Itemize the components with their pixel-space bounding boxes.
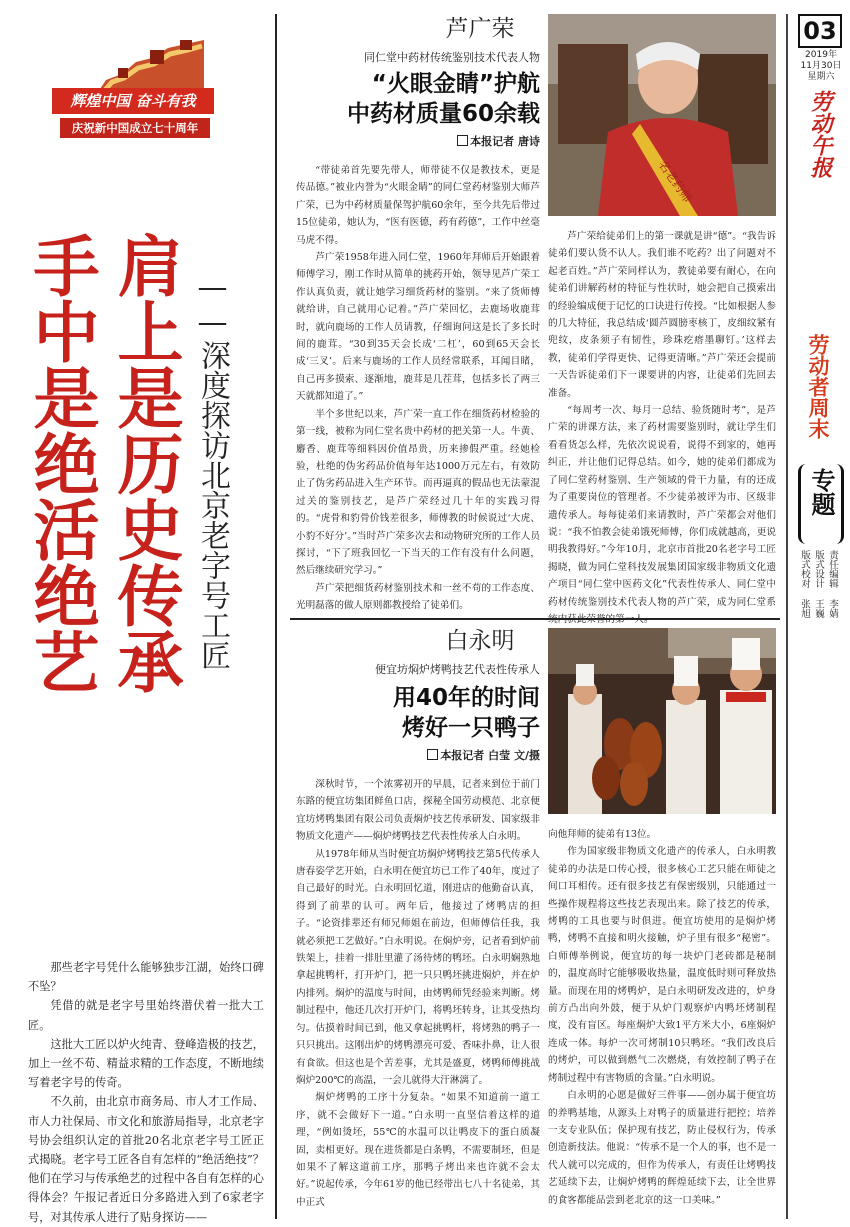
article2-person-name: 白永明 xyxy=(445,628,515,654)
masthead-divider xyxy=(786,14,788,1219)
article-paragraph: 芦广荣1958年进入同仁堂，1960年拜师后开始跟着师傅学习，刚工作时从简单的挑药开始，领导见芦广荣工作认真负责，就让她学习细货药材的鉴别。“来了货师傅就给讲，自己就用心记着。”芦广荣回忆，去鹿场收鹿茸时，就向鹿场的工作人员请教，仔细询问这是长了多长时间的鹿茸。“30到35天会长成‘二杠’，60到65天会长成‘三叉’。后来与鹿场的工作人员经常联系，耳闻目睹，自己再多摸索、逐渐地，鹿茸是几茬茸，包括多长了两三天就都知道了。” xyxy=(296,252,540,403)
article1-headline-line1: “火眼金睛”护航 xyxy=(371,71,540,97)
article-paragraph: 作为国家级非物质文化遗产的传承人，白永明教徒弟的办法是口传心授，很多核心工艺只能在师徒之间口耳相传。还有很多技艺有保密级别，只能通过一些操作规程将这些技艺表现出来。除了技艺的传承，烤鸭的工具也要与时俱进。便宜坊使用的是焖炉烤鸭，烤鸭不直接和明火接触，炉子里有很多“秘密”。白师傅举例说，便宜坊的每一块炉门老砖都是秘制的，温度高时它能够吸收热量，温度低时则可释放热量。而现在用的烤鸭炉，是白永明研发改进的，炉身前方凸出向外鼓，便于从炉门观察炉内鸭坯烤制程度，没有盲区。每座焖炉大致1平方米大小，6座焖炉连成一体。每炉一次可烤制10只鸭坯。“我们改良后的烤炉，可以做到燃气二次燃烧，有效控制了鸭子在烤制过程中有害物质的含量。”白永明说。 xyxy=(548,846,776,1084)
byline-box-icon xyxy=(457,135,468,146)
article1-column2 xyxy=(548,228,776,614)
svg-text:名老药师: 名老药师 xyxy=(655,157,695,206)
article-paragraph: 从1978年师从当时便宜坊焖炉烤鸭技艺第5代传承人唐春姿学艺开始，白永明在便宜坊已工作了40年，度过了自己最好的时光。白永明回忆道，刚进店的他勤奋认真，得到了前辈的认可。两年后，他接过了烤鸭店的担子。“论资排辈还有师兄师姐在前边，但师傅信任我，我就必须把工艺做好。”白永明说。在焖炉旁，记者看到炉前铁架上，挂着一排肚里灌了汤待烤的鸭坯。白永明娴熟地拿起挑鸭杆，打开炉门，把一只只鸭坯挑进焖炉，并在炉内排列。焖炉的温度与时间，由烤鸭师凭经验来判断。烤制过程中，他还几次打开炉门，将鸭坯转身，让其受热均匀。估摸着时间已到，他又拿起挑鸭杆，将烤熟的鸭子一只只挑出。这刚出炉的烤鸭漂亮可爱、香味扑鼻，让人很有食欲。但这也是个苦差事，尤其是盛夏，烤鸭师傅挑战焖炉200℃的高温，一会儿就得大汗淋漓了。 xyxy=(296,848,540,1086)
intro-paragraph: 不久前，由北京市商务局、市人才工作局、市人力社保局、市文化和旅游局指导，北京老字号协会组织认定的首批20名北京老字号工匠正式揭晓。老字号工匠各自有怎样的“绝活绝技”？他们在学习与传承绝艺的过程中各自有怎样的心得体会？午报记者近日分多路进入到了6家老字号，对其传承人进行了贴身探访—— xyxy=(28,1095,264,1224)
issue-weekday: 星期六 xyxy=(807,72,835,82)
article2-headline-line2: 烤好一只鸭子 xyxy=(402,715,540,741)
roast-duck-photo xyxy=(548,628,776,814)
issue-date-day: 11月30日 xyxy=(800,61,842,71)
anniversary-banner xyxy=(44,28,214,146)
article2-byline xyxy=(360,748,540,764)
article2-column1 xyxy=(296,776,540,1220)
feature-subtitle: ——深度探访北京老字号工匠 xyxy=(195,270,230,670)
article1-headline-line2: 中药材质量60余载 xyxy=(346,101,540,127)
article1-role: 同仁堂中药材传统鉴别技术代表人物 xyxy=(364,51,540,64)
banner-subtitle: 庆祝新中国成立七十周年 xyxy=(60,118,210,138)
page-number: 03 xyxy=(798,14,842,48)
article2-headline-line1: 用40年的时间 xyxy=(392,685,540,711)
column-divider xyxy=(275,14,277,1219)
article-paragraph: 深秋时节，一个浓雾初开的早晨，记者来到位于前门东路的便宜坊集团鲜鱼口店，探秘全国劳动模范、北京便宜坊烤鸭集团有限公司负责焖炉技艺传承研发、国家级非物质文化遗产——焖炉烤鸭技艺代表性传承人白永明。 xyxy=(296,779,540,843)
byline-box-icon xyxy=(427,749,438,760)
article-paragraph: 芦广荣给徒弟们上的第一课就是讲“德”。“我告诉徒弟们要认货不认人。我们谁不吃药？出了问题对不起老百姓。”芦广荣同样认为，教徒弟要有耐心，在向徒弟们讲解药材的特征与性状时，她会把自己摸索出的经验编成便于记忆的口诀进行传授。“比如根据人参的几大特征，我总结成‘圆芦圆膀枣核丁，皮细纹紧有兜纹，皮条须子有韧性，珍珠疙瘩墨聊钉。’这样去教，徒弟们学得更快、记得更清晰。”芦广荣还会提前一天告诉徒弟们下一课要讲的内容，让徒弟们先回去准备。 xyxy=(548,231,776,399)
article-paragraph: 芦广荣把细货药材鉴别技术和一丝不苟的工作态度、光明磊落的做人原则都教授给了徒弟们。 xyxy=(296,582,540,612)
banner-slogan: 辉煌中国 奋斗有我 xyxy=(52,88,214,114)
article-paragraph: 半个多世纪以来，芦广荣一直工作在细货药材检验的第一线，被称为同仁堂名贵中药材的把关第一人。牛黄、麝香、鹿茸等细料因价值昂贵，历来掺假严重。经她检验，杜绝的伪劣药品价值每年达1000万元左右，有效防止了伪劣药品进入生产环节。而再逼真的假品也无法蒙混过关的鉴别技艺，是芦广荣经过几十年的实践习得的。“虎骨和豹骨价钱差很多，师傅教的时候说过‘大虎、小豹不好分’。”当时芦广荣多次去和动物研究所的工作人员探讨，“下了班我回忆一下当天的工作有没有什么问题，然后继续研究学习。” xyxy=(296,408,540,577)
article-paragraph: “带徒弟首先要先带人，师带徒不仅是教技术，更是传品德。”被业内誉为“火眼金睛”的同仁堂药材鉴别大师芦广荣，已为中药材质量保驾护航60余年，至今共先后带过15位徒弟，她认为，“医有医德，药有药德”，工作中丝毫马虎不得。 xyxy=(296,165,540,246)
portrait-photo-lu xyxy=(548,14,776,216)
article1-byline-text: 本报记者 唐诗 xyxy=(470,135,540,148)
feature-headline-right: 肩上是历史传承 xyxy=(106,232,183,694)
article1-person-name: 芦广荣 xyxy=(445,16,515,42)
intro-paragraph: 那些老字号凭什么能够独步江湖，始终口碑不坠？ xyxy=(28,961,264,994)
section-tag: 专题 xyxy=(807,468,835,516)
credit-editor: 责任编辑 李婧 xyxy=(827,550,838,618)
article-divider xyxy=(290,618,780,620)
article2-byline-text: 本报记者 白莹 文/摄 xyxy=(440,749,540,762)
feature-headline-left: 手中是绝活绝艺 xyxy=(22,232,99,694)
intro-paragraph: 这批大工匠以炉火纯青、登峰造极的技艺，加上一丝不苟、精益求精的工作态度，不断地续写着老字号的传奇。 xyxy=(28,1037,264,1090)
feature-intro xyxy=(28,958,264,1224)
article-paragraph: 焖炉烤鸭的工序十分复杂。“如果不知道前一道工序，就不会做好下一道。”白永明一直坚信着这样的道理，“例如烫坯，55℃的水温可以让鸭皮下的蛋白质凝固，卖相更好。现在进货都是白条鸭，不需要制坯，但是如果不了解这道前工序，那鸭子烤出来也许就不会太好。”说起传承，今年61岁的他已经带出七八十名徒弟，其中正式 xyxy=(296,1092,540,1208)
newspaper-logo: 劳动午报 xyxy=(807,90,833,178)
credit-designer: 版式设计 王巍 xyxy=(813,550,824,618)
article-paragraph: 白永明的心愿是做好三件事——创办属于便宜坊的养鸭基地，从源头上对鸭子的质量进行把控；培养一支专业队伍；保护现有技艺，防止侵权行为，传承创造新技法。他说：“传承不是一个人的事，也不是一代人就可以完成的，但作为传承人，有责任让烤鸭技艺延续下去，让焖炉烤鸭的辉煌延续下去，让全世界的食客都能品尝到老北京的这一口美味。” xyxy=(548,1090,776,1206)
article2-column2 xyxy=(548,826,776,1220)
credit-proofreader: 版式校对 张旭 xyxy=(799,550,810,618)
article1-column1 xyxy=(296,162,540,612)
article-paragraph: “每周考一次、每月一总结、验货随时考”，是芦广荣的讲课方法，来了药材需要鉴别时，就让学生们看看货怎么样，先依次说说看，说得不到家的，她再纠正，并让他们记得总结。如今，她的徒弟们都成为了同仁堂药材鉴别、生产领域的骨干力量，有的还成为了重要岗位的管理者。不少徒弟被评为市、区级非遗传承人。每每徒弟们来请教时，芦广荣都会对他们说：“我不怕教会徒弟饿死师傅，你们成就越高，更说明我教得好。”今年10月，北京市首批20名老字号工匠揭晓，做为同仁堂科技发展集团国家级非物质文化遗产项目“同仁堂中医药文化”代表性传承人、同仁堂中药材传统鉴别技术代表人物的芦广荣，成为同仁堂系 xyxy=(548,405,776,608)
article2-role: 便宜坊焖炉烤鸭技艺代表性传承人 xyxy=(375,663,540,676)
article1-byline xyxy=(380,134,540,150)
issue-date-year: 2019年 xyxy=(805,50,837,60)
article-paragraph: 向他拜师的徒弟有13位。 xyxy=(548,829,657,840)
intro-paragraph: 凭借的就是老字号里始终潜伏着一批大工匠。 xyxy=(28,999,264,1032)
section-name: 劳动者周末 xyxy=(806,334,830,439)
